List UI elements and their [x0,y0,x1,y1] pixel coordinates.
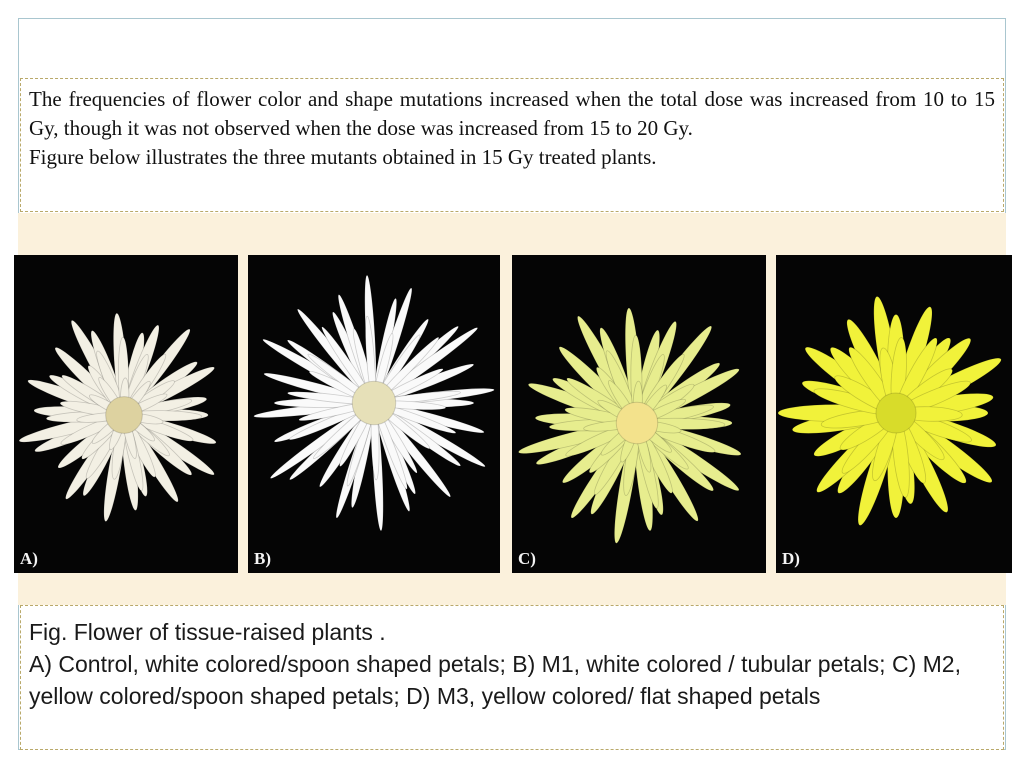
flower-image-b [248,255,500,573]
intro-text-box [20,78,1004,212]
flower-panel-b [248,255,500,573]
caption-title: Fig. Flower of tissue-raised plants . [29,619,386,645]
intro-paragraph: The frequencies of flower color and shape mutations increased when the total dose was increased from 10 to 15 Gy, though it was not observed when the dose was increased from 15 to 20 Gy. [29,87,995,140]
flower-image-c [512,255,766,573]
caption-body: A) Control, white colored/spoon shaped petals; B) M1, white colored / tubular petals; C) M2, yellow colored/spoon shaped petals; D) M3, yellow colored/ flat shaped petals [29,651,961,709]
flower-image-d [776,255,1012,573]
figure-caption-box [20,605,1004,750]
flower-figure [14,255,1012,573]
flower-panel-d [776,255,1012,573]
flower-center [616,402,657,443]
panel-label-b: B) [254,549,271,568]
figure-note: Figure below illustrates the three mutants obtained in 15 Gy treated plants. [29,145,657,169]
flower-center [352,381,396,425]
panel-label-a: A) [20,549,38,568]
flower-panel-c [512,255,766,573]
flower-image-a [14,255,238,573]
flower-center [876,393,916,433]
flower-center [106,397,143,434]
flower-panel-a [14,255,238,573]
panel-label-d: D) [782,549,800,568]
panel-label-c: C) [518,549,536,568]
